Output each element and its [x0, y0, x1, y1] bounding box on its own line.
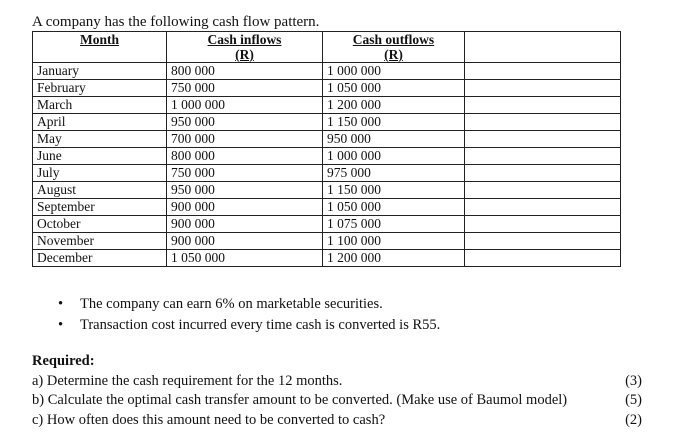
cell-empty	[465, 165, 621, 182]
cell-month: October	[33, 216, 167, 233]
cell-outflow: 1 050 000	[323, 199, 465, 216]
table-row	[33, 165, 621, 182]
question-text: b) Calculate the optimal cash transfer amount to be converted. (Make use of Baumol model)	[32, 392, 568, 408]
cell-outflow: 1 075 000	[323, 216, 465, 233]
cell-month: May	[33, 131, 167, 148]
table-row	[33, 63, 621, 80]
cell-month: November	[33, 233, 167, 250]
header-inflows-unit: (R)	[235, 47, 254, 62]
table-row	[33, 114, 621, 131]
cell-empty	[465, 233, 621, 250]
bullet-list	[58, 294, 440, 336]
header-outflows-unit: (R)	[384, 47, 403, 62]
required-section	[32, 352, 672, 430]
bullet-item	[58, 315, 440, 336]
question-marks: (2)	[625, 411, 642, 428]
cell-month: June	[33, 148, 167, 165]
cell-empty	[465, 250, 621, 267]
cell-outflow: 1 100 000	[323, 233, 465, 250]
cell-inflow: 1 000 000	[167, 97, 323, 114]
cell-outflow: 1 200 000	[323, 250, 465, 267]
cell-inflow: 800 000	[167, 63, 323, 80]
bullet-dot-icon: •	[58, 296, 64, 312]
cell-inflow: 700 000	[167, 131, 323, 148]
bullet-dot-icon: •	[58, 317, 64, 333]
cell-outflow: 950 000	[323, 131, 465, 148]
question-item	[32, 411, 672, 431]
bullet-text: The company can earn 6% on marketable securities.	[80, 296, 383, 312]
cell-outflow: 1 050 000	[323, 80, 465, 97]
table-row	[33, 233, 621, 250]
header-cash-inflows: Cash inflows (R)	[167, 32, 323, 63]
table-row	[33, 148, 621, 165]
cell-inflow: 800 000	[167, 148, 323, 165]
cell-outflow: 1 000 000	[323, 63, 465, 80]
cell-empty	[465, 216, 621, 233]
cell-outflow: 1 200 000	[323, 97, 465, 114]
table-row	[33, 80, 621, 97]
cell-outflow: 1 000 000	[323, 148, 465, 165]
cell-inflow: 900 000	[167, 216, 323, 233]
question-marks: (3)	[625, 372, 642, 389]
cell-empty	[465, 199, 621, 216]
cell-inflow: 750 000	[167, 165, 323, 182]
header-empty	[465, 32, 621, 63]
cell-month: February	[33, 80, 167, 97]
question-item	[32, 391, 672, 411]
cell-empty	[465, 131, 621, 148]
cell-inflow: 900 000	[167, 199, 323, 216]
cell-outflow: 1 150 000	[323, 114, 465, 131]
cell-month: September	[33, 199, 167, 216]
cell-empty	[465, 182, 621, 199]
cell-month: April	[33, 114, 167, 131]
table-row	[33, 250, 621, 267]
cell-month: March	[33, 97, 167, 114]
required-heading: Required:	[32, 353, 95, 369]
bullet-text: Transaction cost incurred every time cash is converted is R55.	[80, 317, 441, 333]
cell-inflow: 950 000	[167, 182, 323, 199]
question-text: a) Determine the cash requirement for the 12 months.	[32, 372, 343, 389]
cell-inflow: 750 000	[167, 80, 323, 97]
cell-outflow: 1 150 000	[323, 182, 465, 199]
cell-outflow: 975 000	[323, 165, 465, 182]
table-row	[33, 131, 621, 148]
question-marks: (5)	[625, 392, 642, 408]
cell-empty	[465, 97, 621, 114]
cash-flow-table	[32, 31, 621, 267]
cell-inflow: 1 050 000	[167, 250, 323, 267]
cell-month: January	[33, 63, 167, 80]
cell-month: December	[33, 250, 167, 267]
cell-month: July	[33, 165, 167, 182]
cell-inflow: 900 000	[167, 233, 323, 250]
bullet-item	[58, 294, 440, 315]
cell-empty	[465, 148, 621, 165]
table-row	[33, 199, 621, 216]
cell-empty	[465, 114, 621, 131]
cell-month: August	[33, 182, 167, 199]
cell-inflow: 950 000	[167, 114, 323, 131]
header-month: Month	[33, 32, 167, 63]
question-text: c) How often does this amount need to be converted to cash?	[32, 411, 386, 428]
table-header-row	[33, 32, 621, 63]
table-row	[33, 182, 621, 199]
question-item	[32, 372, 672, 392]
table-row	[33, 97, 621, 114]
header-cash-outflows: Cash outflows (R)	[323, 32, 465, 63]
intro-text: A company has the following cash flow pattern.	[32, 14, 320, 30]
cell-empty	[465, 63, 621, 80]
cell-empty	[465, 80, 621, 97]
table-row	[33, 216, 621, 233]
